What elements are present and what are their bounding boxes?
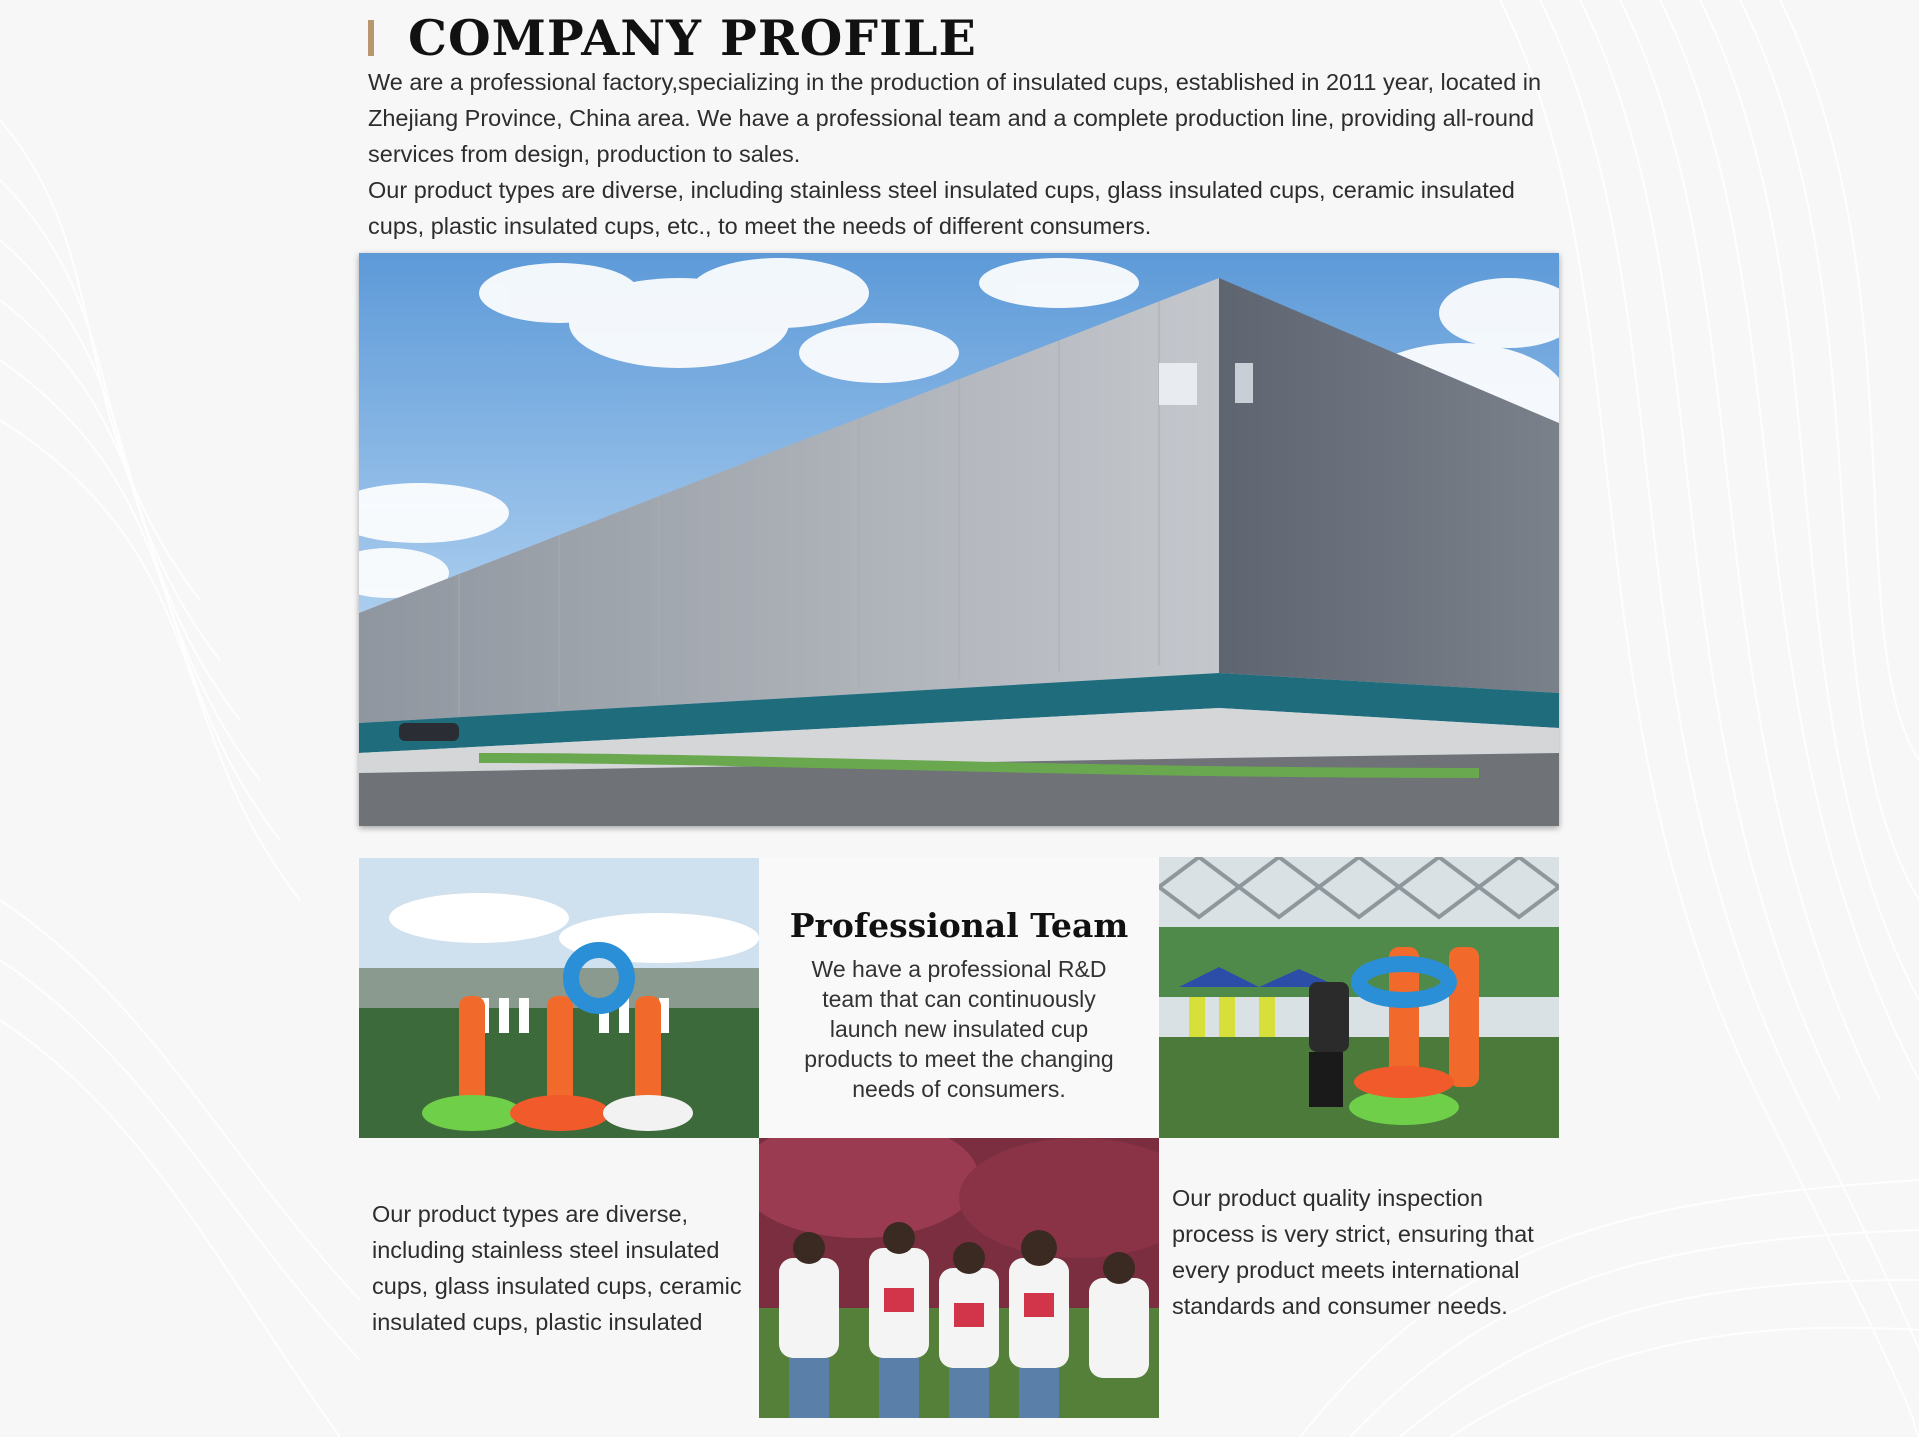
intro-text [368,64,1548,244]
intro-paragraph-2: Our product types are diverse, including stainless steel insulated cups, glass insulated cups, ceramic insulated cups, plastic insulated cups, etc., to meet the needs of different consumers. [368,177,1515,239]
factory-photo [359,253,1559,826]
team-game-image [359,858,759,1138]
team-heading: Professional Team [789,906,1129,945]
company-profile-section [359,0,1561,1437]
team-group-photo [759,1138,1159,1418]
quality-info-card [1159,1138,1559,1418]
title-row [368,9,977,67]
professional-team-card [759,858,1159,1138]
title-accent-bar [368,20,374,56]
intro-paragraph-1: We are a professional factory,specializing in the production of insulated cups, established in 2011 year, located in Zhejiang Province, China area. We have a professional team and a complete production line, providing all-round services from design, production to sales. [368,69,1542,167]
factory-building-image [359,253,1559,826]
team-activity-photo-right [1159,857,1559,1138]
team-group-image [759,1138,1159,1418]
products-info-card [359,1138,759,1418]
team-description: We have a professional R&D team that can continuously launch new insulated cup products to meet the changing needs of consumers. [804,956,1114,1102]
quality-description: Our product quality inspection process is very strict, ensuring that every product meets international standards and consumer needs. [1172,1185,1534,1319]
team-activity-image [1159,857,1559,1138]
page-title: COMPANY PROFILE [408,9,977,67]
products-description: Our product types are diverse, including stainless steel insulated cups, glass insulated cups, ceramic insulated cups, plastic insulated [372,1201,742,1335]
team-game-photo-left [359,858,759,1138]
